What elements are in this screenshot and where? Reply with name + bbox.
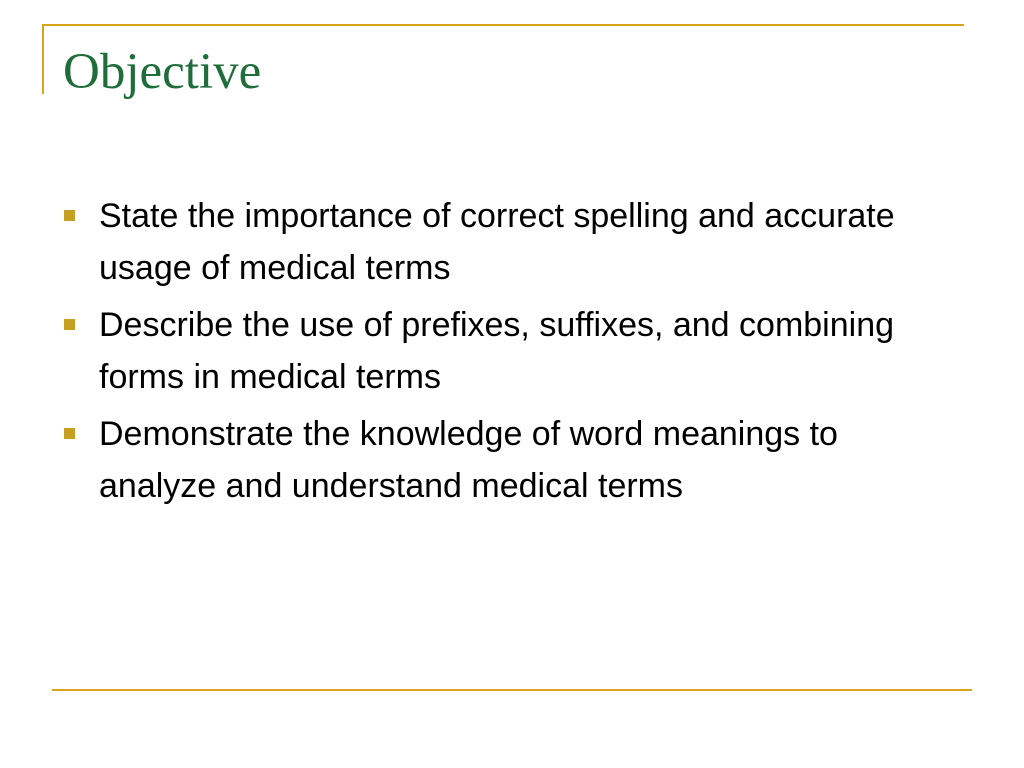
bullet-item [62, 299, 962, 403]
bullet-text: State the importance of correct spelling and accurate usage of medical terms [99, 197, 895, 287]
bullet-item [62, 408, 962, 512]
title-accent-vertical-line [42, 24, 44, 94]
square-bullet-icon [64, 428, 75, 439]
title-accent-top-line [42, 24, 964, 26]
square-bullet-icon [64, 319, 75, 330]
objective-bullet-list [62, 190, 962, 517]
footer-accent-line [52, 689, 972, 691]
slide-title: Objective [63, 44, 262, 100]
bullet-text: Demonstrate the knowledge of word meanings to analyze and understand medical terms [99, 415, 838, 505]
bullet-item [62, 190, 962, 294]
square-bullet-icon [64, 210, 75, 221]
bullet-text: Describe the use of prefixes, suffixes, and combining forms in medical terms [99, 306, 895, 396]
